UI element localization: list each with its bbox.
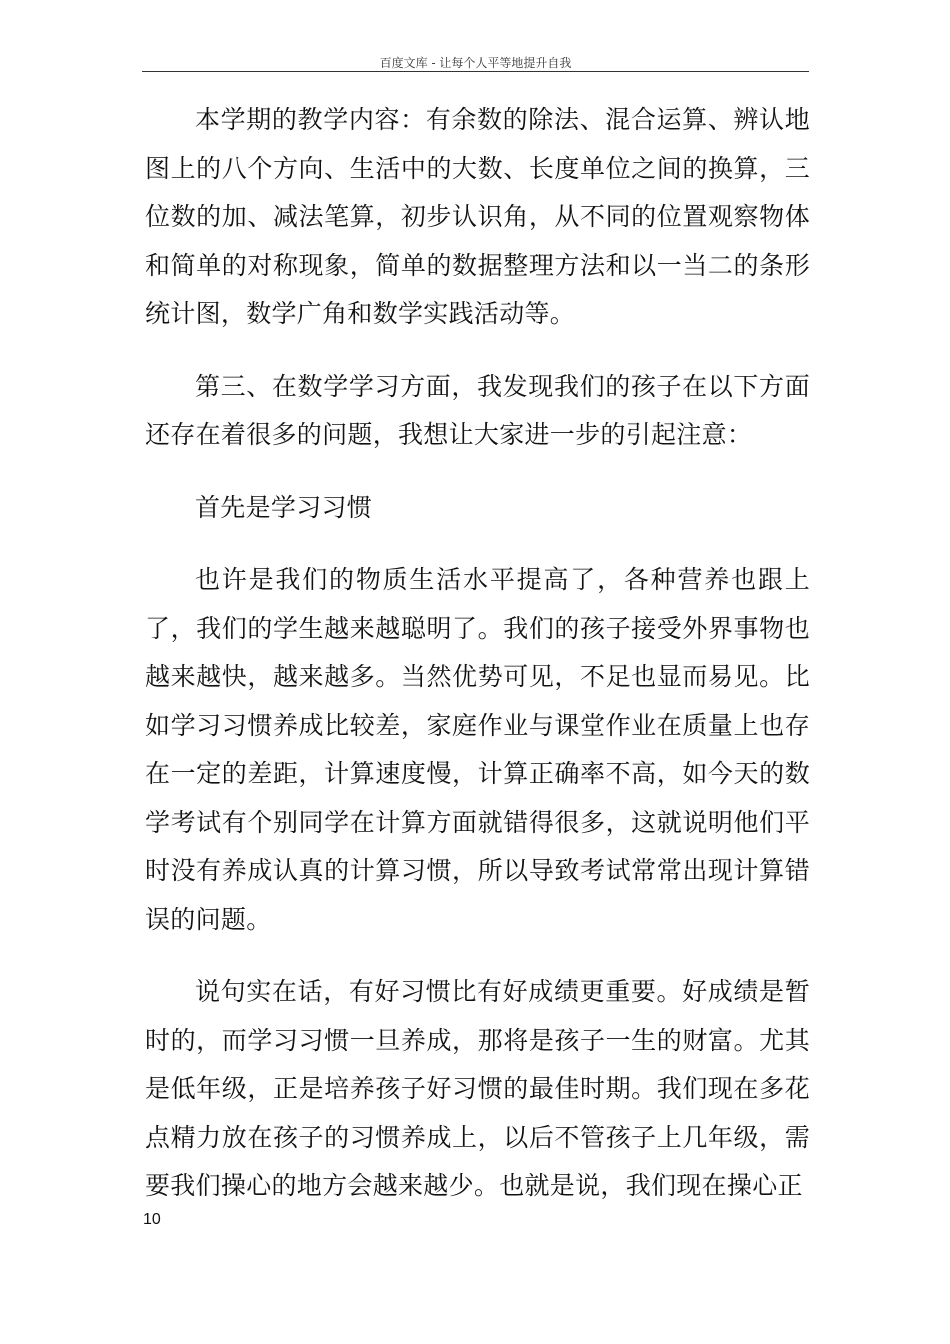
paragraph-math-learning-issues: 第三、在数学学习方面，我发现我们的孩子在以下方面还存在着很多的问题，我想让大家进一步的引起注意： — [145, 371, 810, 449]
page-number: 10 — [143, 1211, 161, 1228]
paragraph-good-habits: 说句实在话，有好习惯比有好成绩更重要。好成绩是暂时的，而学习习惯一旦养成，那将是孩子一生的财富。尤其是低年级，正是培养孩子好习惯的最佳时期。我们现在多花点精力放在孩子的习惯养成上，以后不管孩子上几年级，需要我们操心的地方会越来越少。也就是说，我们现在操心正 — [145, 977, 810, 1200]
paragraph-teaching-content: 本学期的教学内容：有余数的除法、混合运算、辨认地图上的八个方向、生活中的大数、长度单位之间的换算，三位数的加、减法笔算，初步认识角，从不同的位置观察物体和简单的对称现象，简单的数据整理方法和以一当二的条形统计图，数学广角和数学实践活动等。 — [145, 105, 810, 328]
paragraph-study-habits-detail: 也许是我们的物质生活水平提高了，各种营养也跟上了，我们的学生越来越聪明了。我们的孩子接受外界事物也越来越快，越来越多。当然优势可见，不足也显而易见。比如学习习惯养成比较差，家庭作业与课堂作业在质量上也存在一定的差距，计算速度慢，计算正确率不高，如今天的数学考试有个别同学在计算方面就错得很多，这就说明他们平时没有养成认真的计算习惯，所以导致考试常常出现计算错误的问题。 — [145, 565, 810, 934]
paragraph-study-habits-heading: 首先是学习习惯 — [195, 492, 373, 522]
page-header: 百度文库 - 让每个人平等地提升自我 — [379, 56, 572, 70]
header-divider — [142, 71, 809, 72]
document-body — [145, 96, 810, 1211]
